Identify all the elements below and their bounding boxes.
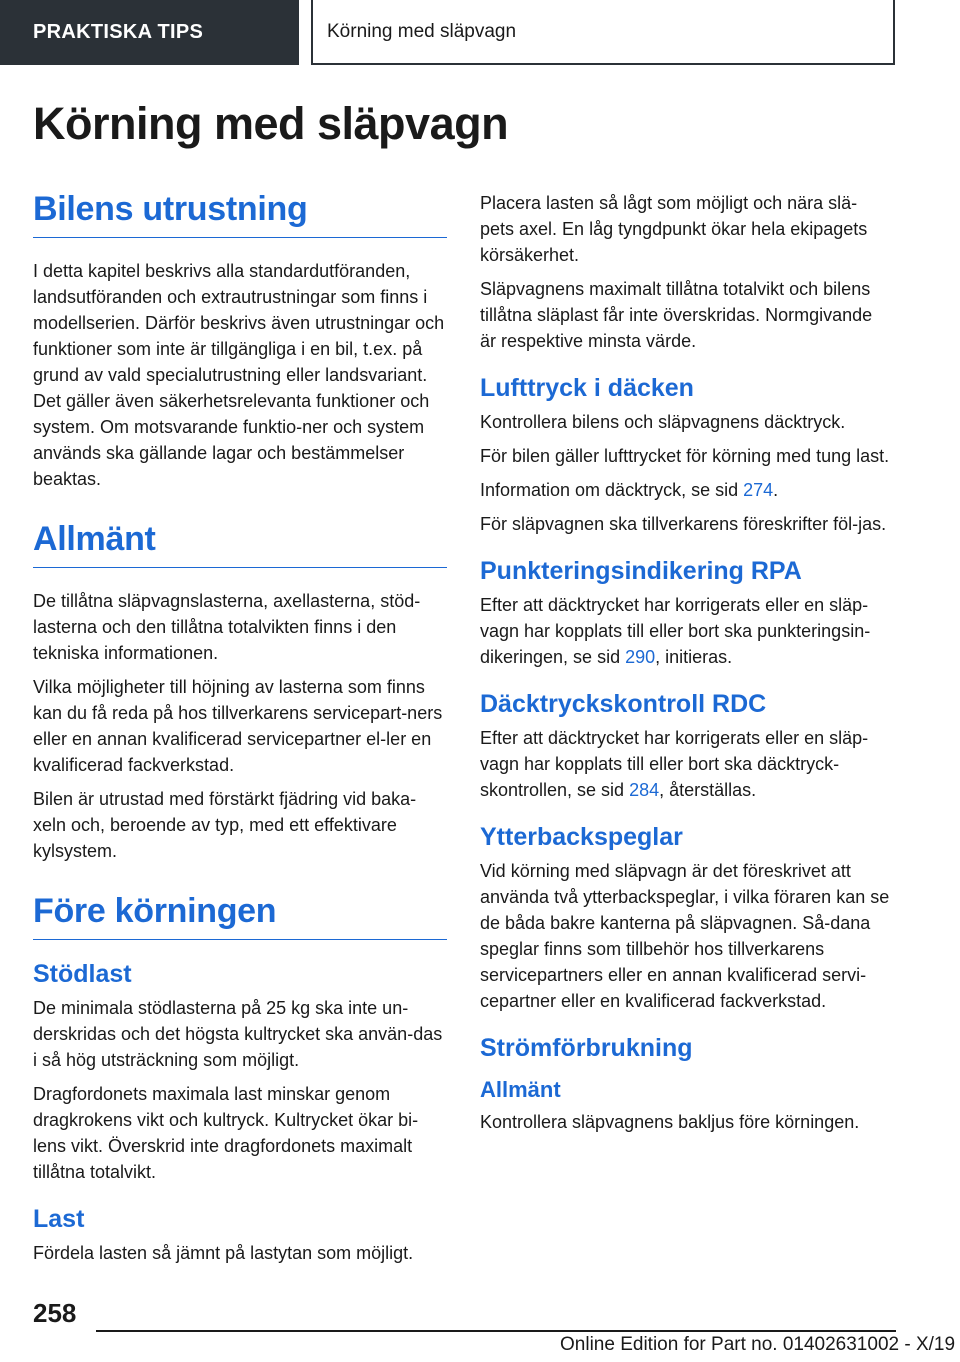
text: . [773, 480, 779, 500]
header-section-tab [0, 0, 299, 65]
page-number: 258 [33, 1298, 77, 1328]
heading-last: Last [33, 1205, 85, 1233]
heading-lufttryck: Lufttryck i däcken [480, 374, 694, 402]
heading-bilens-utrustning: Bilens utrustning [33, 190, 447, 238]
page-link-284[interactable]: 284 [629, 780, 660, 800]
paragraph: För bilen gäller lufttrycket för körning med tung last. [480, 446, 890, 466]
heading-stromforbrukning: Strömförbrukning [480, 1034, 693, 1062]
paragraph: I detta kapitel beskrivs alla standardutföranden, landsutföranden och extrautrustningar som finns i modellserien. Därför beskrivs även utrustningar och funktioner som inte är tillgängliga i en bil, t.ex. på grund av vald specialutrustning eller landsvariant. Det gäller även säkerhetsrelevanta funktioner och system. Om motsvarande funktio-ner och system används ska gällande lagar och bestämmelser beaktas. [33, 261, 445, 489]
page-title: Körning med släpvagn [33, 98, 509, 149]
heading-ytterbackspeglar: Ytterbackspeglar [480, 823, 683, 851]
footer-edition: Online Edition for Part no. 01402631002 - X/19 [560, 1334, 956, 1355]
heading-fore-korningen: Före körningen [33, 892, 447, 940]
text: Efter att däcktrycket har korrigerats eller en släp-vagn har kopplats till eller bort ska punkteringsin-dikeringen, se sid [480, 595, 871, 667]
paragraph: Släpvagnens maximalt tillåtna totalvikt och bilens tillåtna släplast får inte överskridas. Normgivande är respektive minsta värde. [480, 279, 873, 351]
paragraph: För släpvagnen ska tillverkarens föreskrifter föl-jas. [480, 514, 887, 534]
heading-punkteringsindikering: Punkteringsindikering RPA [480, 557, 802, 585]
paragraph: De tillåtna släpvagnslasterna, axellasterna, stöd-lasterna och den tillåtna totalvikten finns i den tekniska informationen. [33, 591, 421, 663]
text: , återställas. [659, 780, 757, 800]
paragraph: De minimala stödlasterna på 25 kg ska inte un-derskridas och det högsta kultrycket ska använ-das i så hög utsträckning som möjligt. [33, 998, 443, 1070]
paragraph: Fördela lasten så jämnt på lastytan som möjligt. [33, 1243, 414, 1263]
page-link-274[interactable]: 274 [743, 480, 774, 500]
heading-allmant-small: Allmänt [480, 1077, 561, 1102]
heading-dacktryckskontroll: Däcktryckskontroll RDC [480, 690, 767, 718]
paragraph: Vid körning med släpvagn är det föreskrivet att använda två ytterbackspeglar, i vilka föraren kan se de båda bakre kanterna på släpvagnen. Så-dana speglar finns som tillbehör hos tillverkarens servicepartners eller en annan kvalificerad servi-cepartner eller en kvalificerad fackverkstad. [480, 861, 890, 1011]
text: Information om däcktryck, se sid [480, 480, 744, 500]
paragraph: Bilen är utrustad med förstärkt fjädring vid baka-xeln och, beroende av typ, med ett effektivare kylsystem. [33, 789, 417, 861]
paragraph: Kontrollera bilens och släpvagnens däcktryck. [480, 412, 846, 432]
header-section-label: PRAKTISKA TIPS [33, 21, 204, 43]
text: Efter att däcktrycket har korrigerats eller en släp-vagn har kopplats till eller bort ska däcktryck-skontrollen, se sid [480, 728, 869, 800]
footer-divider [96, 1330, 896, 1332]
right-column [480, 190, 890, 1143]
heading-allmant: Allmänt [33, 520, 447, 568]
page-link-290[interactable]: 290 [625, 647, 656, 667]
text: , initieras. [655, 647, 733, 667]
paragraph: Kontrollera släpvagnens bakljus före körningen. [480, 1112, 860, 1132]
left-column [33, 190, 447, 1274]
header-chapter-tab [311, 0, 895, 65]
paragraph [480, 477, 890, 503]
heading-stodlast: Stödlast [33, 960, 132, 988]
paragraph: Placera lasten så lågt som möjligt och nära slä-pets axel. En låg tyngdpunkt ökar hela ekipagets körsäkerhet. [480, 193, 868, 265]
paragraph [480, 725, 890, 803]
paragraph: Vilka möjligheter till höjning av lasterna som finns kan du få reda på hos tillverkarens servicepart-ners eller en annan kvalificerad servicepartner el-ler en kvalificerad fackverkstad. [33, 677, 443, 775]
paragraph: Dragfordonets maximala last minskar genom dragkrokens vikt och kultryck. Kultrycket ökar bi-lens vikt. Överskrid inte dragfordonets maximalt tillåtna totalvikt. [33, 1084, 419, 1182]
paragraph [480, 592, 890, 670]
header-chapter-label: Körning med släpvagn [327, 20, 517, 42]
